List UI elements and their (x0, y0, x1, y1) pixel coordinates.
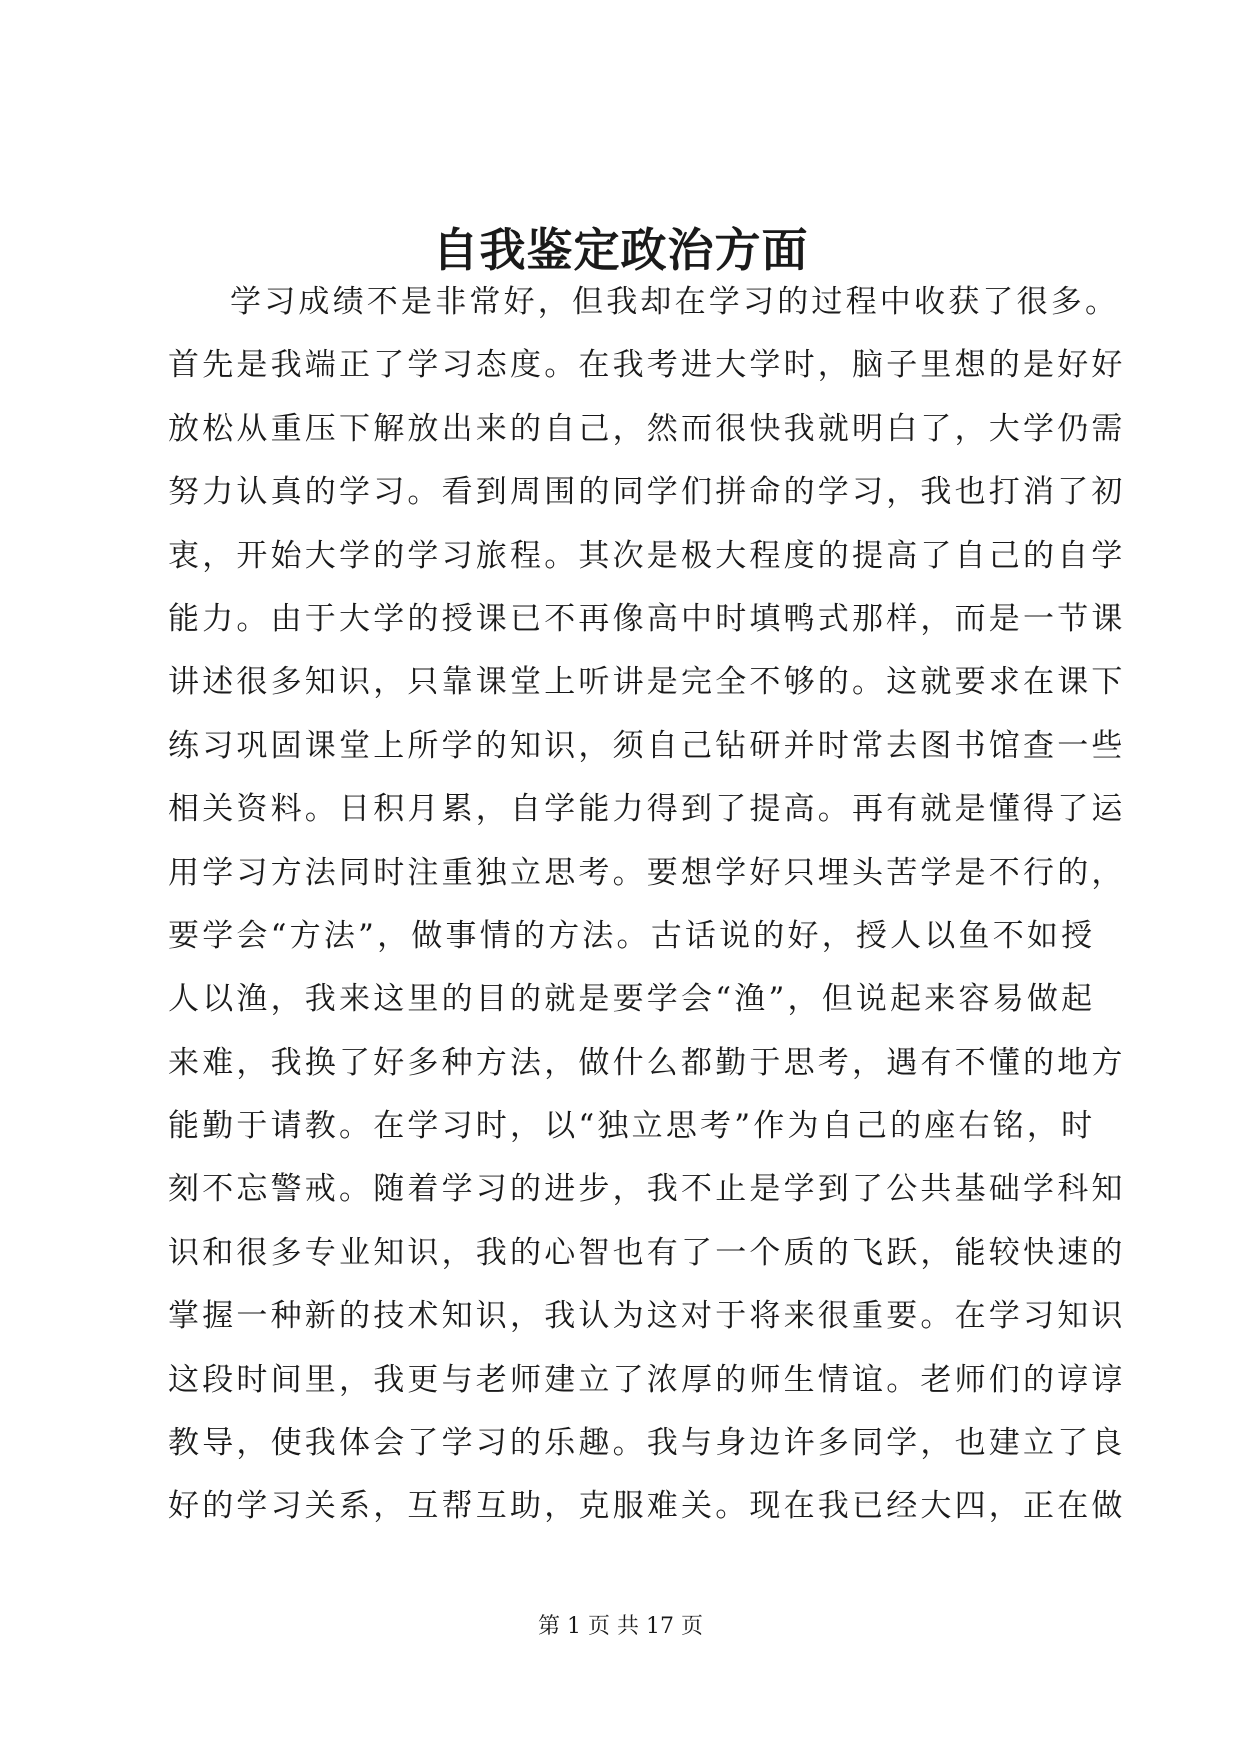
text-line: 这段时间里，我更与老师建立了浓厚的师生情谊。老师们的谆谆 (168, 1361, 1126, 1398)
text-line: 首先是我端正了学习态度。在我考进大学时，脑子里想的是好好 (168, 347, 1126, 384)
text-line: 练习巩固课堂上所学的知识，须自己钻研并时常去图书馆查一些 (168, 727, 1126, 764)
text-line: 能力。由于大学的授课已不再像高中时填鸭式那样，而是一节课 (168, 600, 1126, 637)
text-line: 人以渔，我来这里的目的就是要学会“渔”，但说起来容易做起 (168, 981, 1096, 1018)
page-title: 自我鉴定政治方面 (432, 223, 809, 277)
text-line: 掌握一种新的技术知识，我认为这对于将来很重要。在学习知识 (168, 1298, 1126, 1335)
text-line: 相关资料。日积月累，自学能力得到了提高。再有就是懂得了运 (168, 791, 1126, 828)
text-line: 衷，开始大学的学习旅程。其次是极大程度的提高了自己的自学 (168, 537, 1126, 574)
text-line: 用学习方法同时注重独立思考。要想学好只埋头苦学是不行的， (168, 854, 1126, 891)
text-line: 能勤于请教。在学习时，以“独立思考”作为自己的座右铭，时 (168, 1108, 1096, 1145)
text-line: 要学会“方法”，做事情的方法。古话说的好，授人以鱼不如授 (168, 917, 1096, 954)
text-line: 好的学习关系，互帮互助，克服难关。现在我已经大四，正在做 (168, 1488, 1126, 1525)
text-line: 来难，我换了好多种方法，做什么都勤于思考，遇有不懂的地方 (168, 1044, 1126, 1081)
text-line: 教导，使我体会了学习的乐趣。我与身边许多同学，也建立了良 (168, 1425, 1126, 1462)
text-line: 放松从重压下解放出来的自己，然而很快我就明白了，大学仍需 (168, 410, 1126, 447)
text-line: 刻不忘警戒。随着学习的进步，我不止是学到了公共基础学科知 (168, 1171, 1126, 1208)
text-line: 识和很多专业知识，我的心智也有了一个质的飞跃，能较快速的 (168, 1234, 1126, 1271)
text-line: 讲述很多知识，只靠课堂上听讲是完全不够的。这就要求在课下 (168, 664, 1126, 701)
page-footer: 第 1 页 共 17 页 (538, 1614, 703, 1639)
text-line: 努力认真的学习。看到周围的同学们拼命的学习，我也打消了初 (168, 474, 1126, 511)
text-line: 学习成绩不是非常好，但我却在学习的过程中收获了很多。 (230, 284, 1120, 320)
document-body (168, 271, 1126, 1539)
